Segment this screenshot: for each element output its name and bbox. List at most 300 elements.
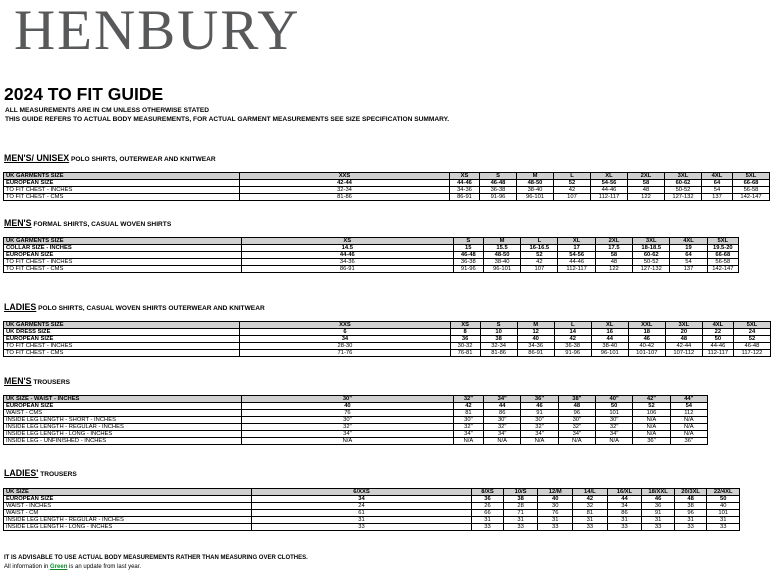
table-row	[4, 238, 739, 245]
table-cell: 40	[707, 503, 740, 510]
table-cell: 44-46	[450, 180, 480, 187]
row-label: TO FIT CHEST - INCHES	[4, 187, 240, 194]
table-cell: 33	[573, 524, 608, 531]
table-cell: 4XL	[670, 238, 707, 245]
table-cell: S	[453, 238, 483, 245]
footer-advice: IT IS ADVISABLE TO USE ACTUAL BODY MEASUREMENTS RATHER THAN MEASURING OVER CLOTHES.	[4, 555, 308, 561]
table-cell: N/A	[633, 431, 670, 438]
table-row	[4, 424, 708, 431]
table-row	[4, 438, 708, 445]
table-cell: 112-117	[702, 350, 733, 357]
table-cell: 30"	[453, 417, 483, 424]
table-row	[4, 417, 708, 424]
table-cell: N/A	[558, 438, 595, 445]
table-cell: 42-44	[240, 180, 450, 187]
table-cell: 32"	[453, 396, 483, 403]
table-cell: 40	[242, 403, 454, 410]
table-cell: 10	[480, 329, 517, 336]
table-cell: 18-18.5	[633, 245, 670, 252]
table-cell: XS	[241, 238, 453, 245]
table-cell: 50	[707, 496, 740, 503]
table-cell: 52	[633, 403, 670, 410]
table-cell: 33	[642, 524, 675, 531]
table-cell: 91-96	[453, 266, 483, 273]
table-cell: 3XL	[665, 322, 702, 329]
table-cell: XL	[591, 173, 628, 180]
size-table-mens-trousers	[3, 395, 708, 445]
table-row	[4, 322, 771, 329]
table-cell: 17.5	[595, 245, 632, 252]
table-cell: 91-96	[480, 194, 517, 201]
table-cell: N/A	[670, 424, 707, 431]
table-row	[4, 396, 708, 403]
table-cell: 31	[607, 517, 642, 524]
row-label: UK SIZE	[4, 489, 252, 496]
table-cell: 33	[538, 524, 573, 531]
table-cell: 40-42	[628, 343, 665, 350]
table-cell: 56-58	[707, 259, 738, 266]
table-cell: 106	[633, 410, 670, 417]
table-cell: 44"	[670, 396, 707, 403]
table-cell: 96-101	[483, 266, 520, 273]
table-cell: 54	[702, 187, 733, 194]
table-cell: 142-147	[707, 266, 738, 273]
table-cell: 38-40	[483, 259, 520, 266]
row-label: UK GARMENTS SIZE	[4, 173, 240, 180]
table-cell: N/A	[484, 438, 521, 445]
table-cell: 30"	[521, 417, 558, 424]
row-label: EUROPEAN SIZE	[4, 180, 240, 187]
table-cell: 66	[472, 510, 503, 517]
table-cell: 50-52	[633, 259, 670, 266]
table-cell: 8	[450, 329, 480, 336]
table-cell: 16/XL	[607, 489, 642, 496]
table-cell: 76-81	[450, 350, 480, 357]
note-units: ALL MEASUREMENTS ARE IN CM UNLESS OTHERWISE STATED	[5, 107, 210, 114]
row-label: INSIDE LEG LENGTH - LONG - INCHES	[4, 431, 242, 438]
table-row	[4, 180, 770, 187]
table-cell: 122	[595, 266, 632, 273]
table-cell: 142-147	[733, 194, 770, 201]
table-row	[4, 496, 740, 503]
table-cell: 15	[453, 245, 483, 252]
section-heading: MEN'S/ UNISEX POLO SHIRTS, OUTERWEAR AND KNITWEAR	[4, 153, 216, 163]
table-cell: 31	[642, 517, 675, 524]
row-label: COLLAR SIZE - INCHES	[4, 245, 242, 252]
table-cell: 44	[484, 403, 521, 410]
table-cell: 46	[521, 403, 558, 410]
table-cell: 5XL	[707, 238, 738, 245]
table-row	[4, 489, 740, 496]
table-cell: 30	[538, 503, 573, 510]
row-label: UK GARMENTS SIZE	[4, 322, 240, 329]
row-label: WAIST - CM	[4, 510, 252, 517]
table-cell: 12/M	[538, 489, 573, 496]
table-cell: 48	[595, 259, 632, 266]
table-cell: 30"	[242, 417, 454, 424]
table-cell: XS	[450, 322, 480, 329]
table-cell: 50-52	[665, 187, 702, 194]
table-cell: 4XL	[702, 173, 733, 180]
table-row	[4, 245, 739, 252]
table-row	[4, 259, 739, 266]
table-cell: M	[483, 238, 520, 245]
table-cell: 46	[642, 496, 675, 503]
table-cell: 71	[503, 510, 538, 517]
table-row	[4, 252, 739, 259]
table-cell: 96	[558, 410, 595, 417]
table-cell: 61	[251, 510, 471, 517]
table-cell: N/A	[521, 438, 558, 445]
table-cell: 50	[702, 336, 733, 343]
table-row	[4, 410, 708, 417]
table-cell: 48	[628, 187, 665, 194]
table-cell: M	[517, 322, 554, 329]
table-cell: 31	[503, 517, 538, 524]
table-cell: 28	[503, 503, 538, 510]
table-cell: N/A	[453, 438, 483, 445]
table-cell: 2XL	[628, 173, 665, 180]
table-cell: 34	[240, 336, 450, 343]
table-cell: 48	[558, 403, 595, 410]
table-cell: 91-96	[554, 350, 591, 357]
table-cell: 66-68	[733, 180, 770, 187]
table-cell: 14	[554, 329, 591, 336]
table-cell: 137	[702, 194, 733, 201]
table-cell: 46-48	[480, 180, 517, 187]
table-row	[4, 173, 770, 180]
table-cell: 34"	[596, 431, 633, 438]
table-row	[4, 336, 771, 343]
table-cell: 54	[670, 259, 707, 266]
table-cell: 137	[670, 266, 707, 273]
table-cell: 46	[628, 336, 665, 343]
table-cell: 48-50	[517, 180, 554, 187]
table-cell: 30"	[596, 417, 633, 424]
table-cell: 18	[628, 329, 665, 336]
row-label: UK GARMENTS SIZE	[4, 238, 242, 245]
table-cell: 42	[554, 336, 591, 343]
size-table-mens-shirts	[3, 237, 739, 273]
table-cell: 36-38	[453, 259, 483, 266]
table-cell: 31	[538, 517, 573, 524]
table-cell: 33	[503, 524, 538, 531]
table-cell: N/A	[242, 438, 454, 445]
table-cell: M	[517, 173, 554, 180]
table-cell: 56-58	[733, 187, 770, 194]
table-cell: 58	[628, 180, 665, 187]
table-cell: 54	[670, 403, 707, 410]
table-cell: 6/XXS	[251, 489, 471, 496]
table-cell: 86-91	[241, 266, 453, 273]
table-cell: 34-36	[241, 259, 453, 266]
table-row	[4, 266, 739, 273]
table-cell: 127-132	[633, 266, 670, 273]
table-cell: N/A	[633, 424, 670, 431]
table-cell: 64	[702, 180, 733, 187]
page-title: 2024 TO FIT GUIDE	[4, 84, 164, 104]
table-cell: 46-48	[733, 343, 770, 350]
table-cell: 36	[472, 496, 503, 503]
table-row	[4, 343, 771, 350]
table-cell: 76	[538, 510, 573, 517]
table-cell: 122	[628, 194, 665, 201]
section-heading: MEN'S TROUSERS	[4, 376, 70, 386]
table-cell: 22/4XL	[707, 489, 740, 496]
table-cell: 5XL	[733, 322, 770, 329]
table-cell: 86-91	[450, 194, 480, 201]
row-label: INSIDE LEG LENGTH - SHORT - INCHES	[4, 417, 242, 424]
table-cell: 86	[607, 510, 642, 517]
table-cell: XL	[558, 238, 595, 245]
row-label: UK SIZE - WAIST - INCHES	[4, 396, 242, 403]
table-cell: 34	[607, 503, 642, 510]
table-cell: 52	[554, 180, 591, 187]
row-label: TO FIT CHEST - CMS	[4, 350, 240, 357]
table-row	[4, 431, 708, 438]
table-cell: 52	[733, 336, 770, 343]
table-cell: 38-40	[591, 343, 628, 350]
table-cell: S	[480, 322, 517, 329]
table-cell: 101	[707, 510, 740, 517]
table-cell: 32"	[484, 424, 521, 431]
table-cell: 12	[517, 329, 554, 336]
table-cell: 107	[521, 266, 558, 273]
table-cell: N/A	[670, 431, 707, 438]
row-label: WAIST - CMS	[4, 410, 242, 417]
table-cell: XL	[591, 322, 628, 329]
size-table-ladies-trousers	[3, 488, 740, 531]
table-cell: 81	[573, 510, 608, 517]
row-label: EUROPEAN SIZE	[4, 252, 242, 259]
table-cell: 30-32	[450, 343, 480, 350]
table-cell: 30"	[484, 417, 521, 424]
table-cell: 34-36	[450, 187, 480, 194]
table-cell: 42	[554, 187, 591, 194]
row-label: INSIDE LEG - UNFINISHED - INCHES	[4, 438, 242, 445]
section-heading: LADIES' TROUSERS	[4, 468, 77, 478]
table-cell: 42"	[633, 396, 670, 403]
size-table-ladies-tops	[3, 321, 771, 357]
brand-logo: HENBURY	[14, 0, 301, 62]
table-cell: 5XL	[733, 173, 770, 180]
table-cell: 17	[558, 245, 595, 252]
table-cell: 40	[517, 336, 554, 343]
table-cell: 44	[607, 496, 642, 503]
table-cell: 31	[251, 517, 471, 524]
table-cell: 36"	[521, 396, 558, 403]
table-cell: L	[521, 238, 558, 245]
row-label: UK DRESS SIZE	[4, 329, 240, 336]
table-cell: 31	[573, 517, 608, 524]
table-cell: 38	[674, 503, 707, 510]
table-cell: 16	[591, 329, 628, 336]
table-cell: 42	[573, 496, 608, 503]
table-cell: 91	[521, 410, 558, 417]
table-row	[4, 517, 740, 524]
table-row	[4, 524, 740, 531]
table-cell: 34	[251, 496, 471, 503]
table-cell: 52	[521, 252, 558, 259]
row-label: TO FIT CHEST - INCHES	[4, 343, 240, 350]
table-cell: 44	[591, 336, 628, 343]
table-cell: 14/L	[573, 489, 608, 496]
table-cell: 42-44	[665, 343, 702, 350]
table-row	[4, 403, 708, 410]
table-cell: 2XL	[595, 238, 632, 245]
table-cell: 33	[674, 524, 707, 531]
table-cell: 127-132	[665, 194, 702, 201]
table-cell: 34-36	[517, 343, 554, 350]
table-cell: 4XL	[702, 322, 733, 329]
table-cell: 33	[472, 524, 503, 531]
table-cell: 30"	[242, 396, 454, 403]
table-cell: 26	[472, 503, 503, 510]
table-cell: 42	[453, 403, 483, 410]
table-cell: 50	[596, 403, 633, 410]
table-cell: 81-86	[240, 194, 450, 201]
table-cell: 112-117	[591, 194, 628, 201]
table-cell: 36"	[670, 438, 707, 445]
table-cell: 32"	[242, 424, 454, 431]
table-cell: 44-46	[241, 252, 453, 259]
table-cell: 28-30	[240, 343, 450, 350]
table-cell: 38	[503, 496, 538, 503]
table-cell: 36-38	[480, 187, 517, 194]
table-cell: 19.5-20	[707, 245, 738, 252]
table-cell: XXL	[628, 322, 665, 329]
table-cell: 91	[642, 510, 675, 517]
table-cell: 96	[674, 510, 707, 517]
table-row	[4, 187, 770, 194]
table-cell: 33	[251, 524, 471, 531]
table-cell: 40	[538, 496, 573, 503]
table-cell: 18/XXL	[642, 489, 675, 496]
table-cell: 31	[707, 517, 740, 524]
table-cell: 86-91	[517, 350, 554, 357]
table-cell: 54-56	[591, 180, 628, 187]
footer-update: All information in Green is an update from last year.	[4, 564, 142, 570]
table-cell: 76	[242, 410, 454, 417]
table-cell: 60-62	[633, 252, 670, 259]
table-cell: 31	[472, 517, 503, 524]
row-label: TO FIT CHEST - CMS	[4, 266, 242, 273]
table-cell: 48	[674, 496, 707, 503]
section-heading: MEN'S FORMAL SHIRTS, CASUAL WOVEN SHIRTS	[4, 218, 172, 228]
table-cell: 48-50	[483, 252, 520, 259]
table-cell: 96-101	[591, 350, 628, 357]
table-row	[4, 503, 740, 510]
table-cell: 34"	[521, 431, 558, 438]
table-cell: 34"	[484, 396, 521, 403]
table-row	[4, 510, 740, 517]
table-cell: 101	[596, 410, 633, 417]
table-cell: 101-107	[628, 350, 665, 357]
table-cell: 32-34	[480, 343, 517, 350]
table-cell: 6	[240, 329, 450, 336]
row-label: EUROPEAN SIZE	[4, 496, 252, 503]
table-cell: 112	[670, 410, 707, 417]
table-row	[4, 350, 771, 357]
table-cell: L	[554, 173, 591, 180]
table-row	[4, 194, 770, 201]
size-table-mens-unisex	[3, 172, 770, 201]
table-cell: 30"	[558, 417, 595, 424]
table-cell: 66-68	[707, 252, 738, 259]
table-cell: 24	[251, 503, 471, 510]
table-cell: 44-46	[702, 343, 733, 350]
table-cell: 24	[733, 329, 770, 336]
table-cell: N/A	[670, 417, 707, 424]
table-cell: 96-101	[517, 194, 554, 201]
table-cell: 32"	[521, 424, 558, 431]
table-cell: 8/XS	[472, 489, 503, 496]
table-cell: 10/S	[503, 489, 538, 496]
table-cell: 38	[480, 336, 517, 343]
table-cell: 44-46	[591, 187, 628, 194]
table-cell: 34"	[558, 431, 595, 438]
table-cell: L	[554, 322, 591, 329]
table-cell: 60-62	[665, 180, 702, 187]
table-cell: 15.5	[483, 245, 520, 252]
table-cell: 44-46	[558, 259, 595, 266]
table-cell: 54-56	[558, 252, 595, 259]
table-cell: N/A	[633, 417, 670, 424]
table-cell: 64	[670, 252, 707, 259]
table-cell: 22	[702, 329, 733, 336]
table-cell: 32	[573, 503, 608, 510]
row-label: INSIDE LEG LENGTH - REGULAR - INCHES	[4, 424, 242, 431]
table-cell: 107	[554, 194, 591, 201]
table-cell: 81	[453, 410, 483, 417]
row-label: TO FIT CHEST - INCHES	[4, 259, 242, 266]
table-cell: 20/3XL	[674, 489, 707, 496]
table-cell: 40"	[596, 396, 633, 403]
row-label: EUROPEAN SIZE	[4, 336, 240, 343]
table-cell: 19	[670, 245, 707, 252]
table-cell: 3XL	[633, 238, 670, 245]
table-cell: XS	[450, 173, 480, 180]
table-cell: 46-48	[453, 252, 483, 259]
table-cell: 107-112	[665, 350, 702, 357]
table-cell: S	[480, 173, 517, 180]
table-cell: 34"	[242, 431, 454, 438]
table-cell: 32"	[453, 424, 483, 431]
row-label: WAIST - INCHES	[4, 503, 252, 510]
table-cell: 34"	[453, 431, 483, 438]
table-cell: 33	[607, 524, 642, 531]
table-cell: 3XL	[665, 173, 702, 180]
table-cell: 117-122	[733, 350, 770, 357]
note-guide: THIS GUIDE REFERS TO ACTUAL BODY MEASUREMENTS, FOR ACTUAL GARMENT MEASUREMENTS SEE SIZE SPECIFICATION SUMMARY.	[5, 116, 450, 123]
table-cell: N/A	[596, 438, 633, 445]
section-heading: LADIES POLO SHIRTS, CASUAL WOVEN SHIRTS OUTERWEAR AND KNITWEAR	[4, 302, 265, 312]
table-cell: 38"	[558, 396, 595, 403]
table-cell: 38-40	[517, 187, 554, 194]
table-cell: 81-86	[480, 350, 517, 357]
table-cell: 86	[484, 410, 521, 417]
table-cell: 71-76	[240, 350, 450, 357]
table-cell: 32"	[558, 424, 595, 431]
table-cell: 36	[642, 503, 675, 510]
row-label: INSIDE LEG LENGTH - LONG - INCHES	[4, 524, 252, 531]
table-cell: 34"	[484, 431, 521, 438]
table-cell: 33	[707, 524, 740, 531]
table-cell: 14.5	[241, 245, 453, 252]
table-cell: 58	[595, 252, 632, 259]
row-label: TO FIT CHEST - CMS	[4, 194, 240, 201]
table-cell: 36"	[633, 438, 670, 445]
